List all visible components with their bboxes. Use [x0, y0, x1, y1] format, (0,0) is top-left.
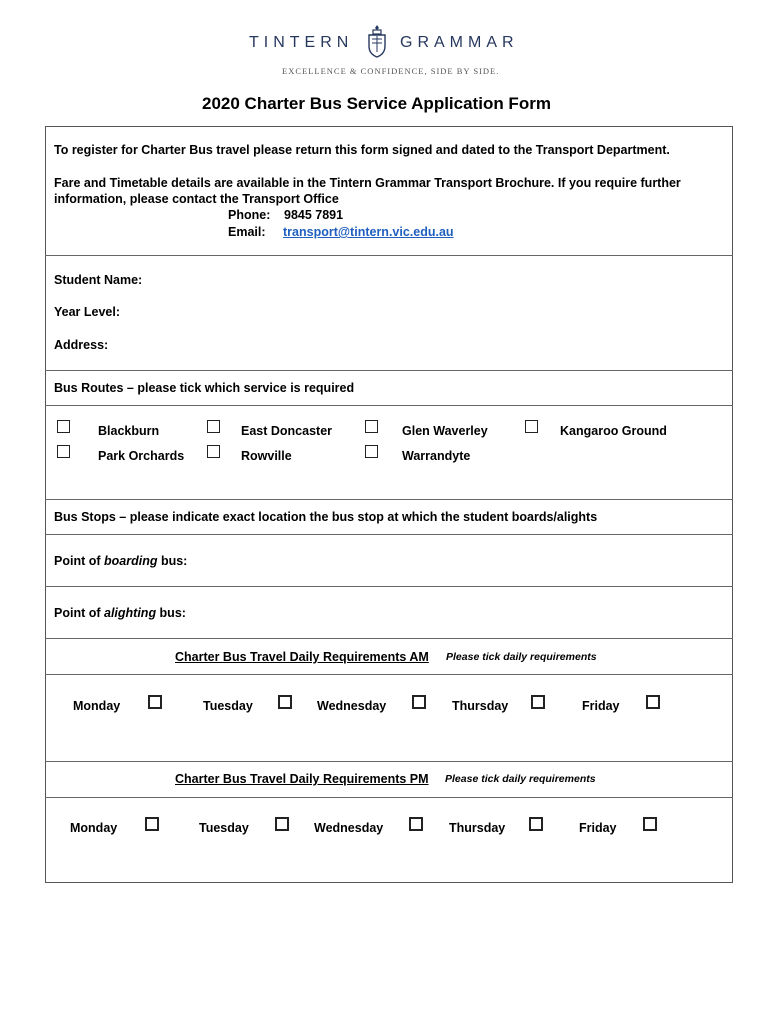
am-day-label: Tuesday: [203, 699, 253, 713]
year-level-label: Year Level:: [54, 305, 121, 319]
route-checkbox[interactable]: [365, 445, 378, 458]
pm-day-checkbox[interactable]: [275, 817, 289, 831]
alighting-label-em: alighting: [104, 606, 157, 620]
am-day-checkbox[interactable]: [412, 695, 426, 709]
pm-day-checkbox[interactable]: [643, 817, 657, 831]
boarding-label-pre: Point of: [54, 554, 104, 568]
route-label: Blackburn: [98, 424, 160, 438]
route-checkbox[interactable]: [207, 445, 220, 458]
pm-day-checkbox[interactable]: [145, 817, 159, 831]
route-checkbox[interactable]: [525, 420, 538, 433]
boarding-label-em: boarding: [104, 554, 158, 568]
school-tagline: EXCELLENCE & CONFIDENCE, SIDE BY SIDE.: [282, 66, 500, 76]
address-label: Address:: [54, 338, 109, 352]
am-day-checkbox[interactable]: [278, 695, 292, 709]
boarding-label-post: bus:: [157, 554, 188, 568]
am-day-checkbox[interactable]: [148, 695, 162, 709]
route-label: East Doncaster: [241, 424, 333, 438]
divider: [45, 586, 733, 587]
am-day-label: Friday: [582, 699, 620, 713]
divider: [45, 797, 733, 798]
divider: [45, 405, 733, 406]
route-checkbox[interactable]: [57, 445, 70, 458]
route-label: Park Orchards: [98, 449, 185, 463]
email-link[interactable]: transport@tintern.vic.edu.au: [283, 225, 454, 239]
pm-day-label: Thursday: [449, 821, 506, 835]
intro-text: information, please contact the Transport Office: [54, 192, 339, 206]
pm-day-label: Tuesday: [199, 821, 249, 835]
bus-stops-heading: Bus Stops – please indicate exact location the bus stop at which the student boards/alights: [54, 510, 598, 524]
route-label: Rowville: [241, 449, 292, 463]
divider: [45, 638, 733, 639]
pm-heading: Charter Bus Travel Daily Requirements PM: [175, 772, 429, 786]
route-checkbox[interactable]: [365, 420, 378, 433]
intro-text: Fare and Timetable details are available in the Tintern Grammar Transport Brochure. If you require further: [54, 176, 681, 190]
school-name-right: GRAMMAR: [400, 34, 519, 51]
route-label: Glen Waverley: [402, 424, 488, 438]
am-hint: Please tick daily requirements: [446, 651, 597, 663]
am-day-label: Wednesday: [317, 699, 387, 713]
form-title: 2020 Charter Bus Service Application Form: [202, 94, 551, 113]
divider: [45, 674, 733, 675]
route-label: Warrandyte: [402, 449, 471, 463]
pm-hint: Please tick daily requirements: [445, 773, 596, 785]
email-label: Email:: [228, 225, 266, 239]
pm-day-label: Friday: [579, 821, 617, 835]
divider: [45, 370, 733, 371]
am-day-label: Monday: [73, 699, 121, 713]
phone-label: Phone:: [228, 208, 271, 222]
student-name-label: Student Name:: [54, 273, 143, 287]
route-label: Kangaroo Ground: [560, 424, 667, 438]
am-heading: Charter Bus Travel Daily Requirements AM: [175, 650, 429, 664]
pm-day-label: Monday: [70, 821, 118, 835]
bus-routes-heading: Bus Routes – please tick which service is required: [54, 381, 355, 395]
pm-day-checkbox[interactable]: [409, 817, 423, 831]
am-day-checkbox[interactable]: [531, 695, 545, 709]
am-day-label: Thursday: [452, 699, 509, 713]
am-day-checkbox[interactable]: [646, 695, 660, 709]
route-checkbox[interactable]: [57, 420, 70, 433]
divider: [45, 255, 733, 256]
route-checkbox[interactable]: [207, 420, 220, 433]
school-name-left: TINTERN: [249, 34, 354, 51]
alighting-label-pre: Point of: [54, 606, 104, 620]
phone-value: 9845 7891: [284, 208, 344, 222]
form-frame: [45, 126, 733, 883]
boarding-label: [54, 554, 187, 568]
divider: [45, 534, 733, 535]
divider: [45, 499, 733, 500]
pm-day-checkbox[interactable]: [529, 817, 543, 831]
alighting-label: [54, 606, 186, 620]
alighting-label-post: bus:: [156, 606, 186, 620]
divider: [45, 761, 733, 762]
pm-day-label: Wednesday: [314, 821, 384, 835]
intro-text: To register for Charter Bus travel please return this form signed and dated to the Transport Department.: [54, 143, 670, 157]
school-crest-icon: [366, 24, 388, 63]
